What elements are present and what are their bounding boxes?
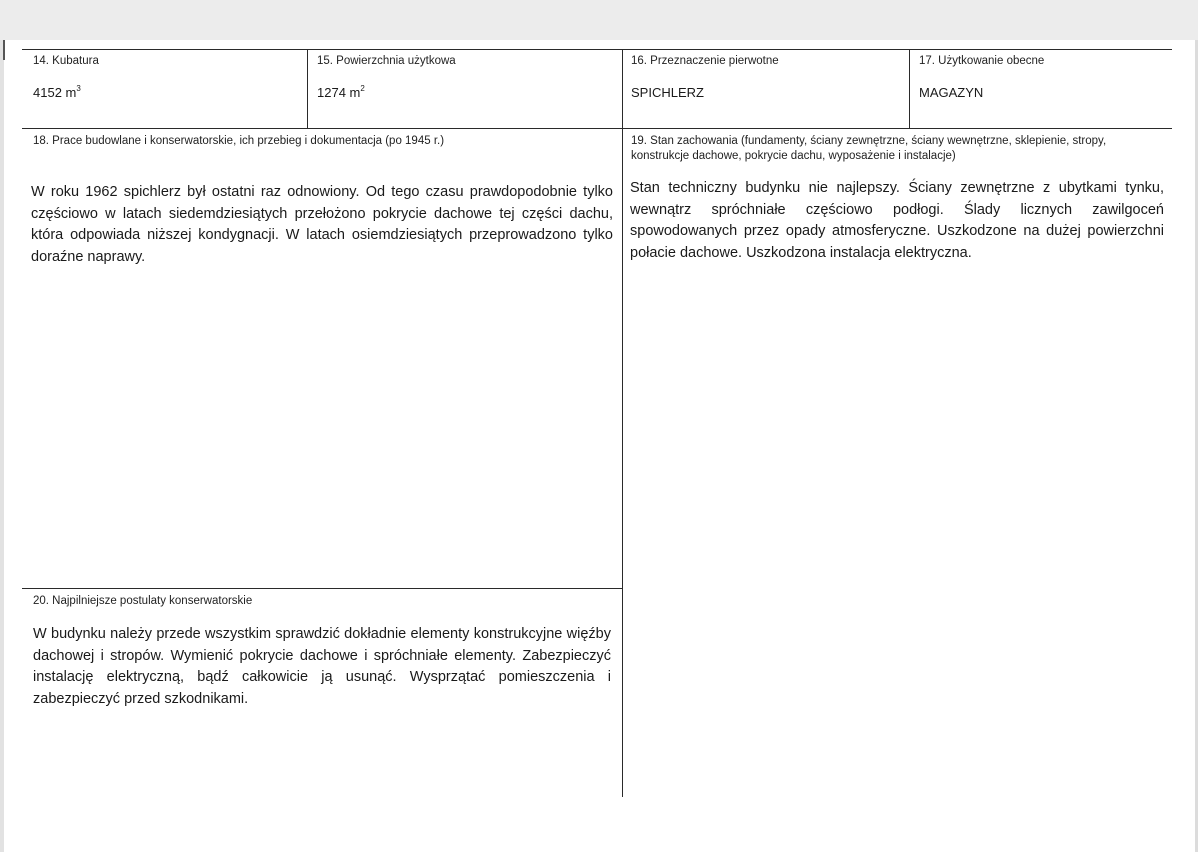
uzytkowanie-label: 17. Użytkowanie obecne	[919, 55, 1045, 67]
kubatura-value	[33, 85, 81, 101]
kubatura-number: 4152 m	[33, 85, 77, 100]
prace-label: 18. Prace budowlane i konserwatorskie, ich przebieg i dokumentacja (po 1945 r.)	[33, 135, 445, 147]
kubatura-unit-exponent: 3	[76, 84, 81, 93]
column-divider-3	[909, 49, 910, 129]
uzytkowanie-value: MAGAZYN	[919, 85, 984, 100]
przeznaczenie-label: 16. Przeznaczenie pierwotne	[631, 55, 779, 67]
scan-edge-mark	[3, 40, 5, 60]
column-divider-2	[622, 49, 623, 797]
row-divider-1	[22, 128, 1172, 129]
form-top-border	[22, 49, 1172, 50]
powierzchnia-value	[317, 85, 365, 101]
postulaty-label: 20. Najpilniejsze postulaty konserwatorskie	[33, 595, 253, 607]
kubatura-label: 14. Kubatura	[33, 55, 99, 67]
powierzchnia-label: 15. Powierzchnia użytkowa	[317, 55, 456, 67]
row-divider-2	[22, 588, 623, 589]
powierzchnia-unit-exponent: 2	[360, 84, 365, 93]
scan-left-edge	[0, 40, 4, 852]
powierzchnia-number: 1274 m	[317, 85, 361, 100]
przeznaczenie-value: SPICHLERZ	[631, 85, 704, 100]
scan-top-margin	[0, 0, 1198, 40]
stan-label: 19. Stan zachowania (fundamenty, ściany zewnętrzne, ściany wewnętrzne, sklepienie, stropy, konstrukcje dachowe, pokrycie dachu, wyposażenie i instalacje)	[631, 135, 1107, 162]
stan-text: Stan techniczny budynku nie najlepszy. Ściany zewnętrzne z ubytkami tynku, wewnątrz spróchniałe częściowo podłogi. Ślady licznych zawilgoceń spowodowanych przez opady atmosferyczne. Uszkodzone na dużej powierzchni połacie dachowe. Uszkodzona instalacja elektryczna.	[630, 180, 1164, 261]
postulaty-text: W budynku należy przede wszystkim sprawdzić dokładnie elementy konstrukcyjne więźby dachowej i stropów. Wymienić pokrycie dachowe i spróchniałe elementy. Zabezpieczyć instalację elektryczną, bądź całkowicie ją usunąć. Wysprzątać pomieszczenia i zabezpieczyć przed szkodnikami.	[33, 626, 611, 707]
prace-text: W roku 1962 spichlerz był ostatni raz odnowiony. Od tego czasu prawdopodobnie tylko częściowo w latach siedemdziesiątych przełożono pokrycie dachowe tej części dachu, która odpowiada niższej kondygnacji. W latach osiemdziesiątych przeprowadzono tylko doraźne naprawy.	[31, 184, 613, 265]
column-divider-1	[307, 49, 308, 129]
